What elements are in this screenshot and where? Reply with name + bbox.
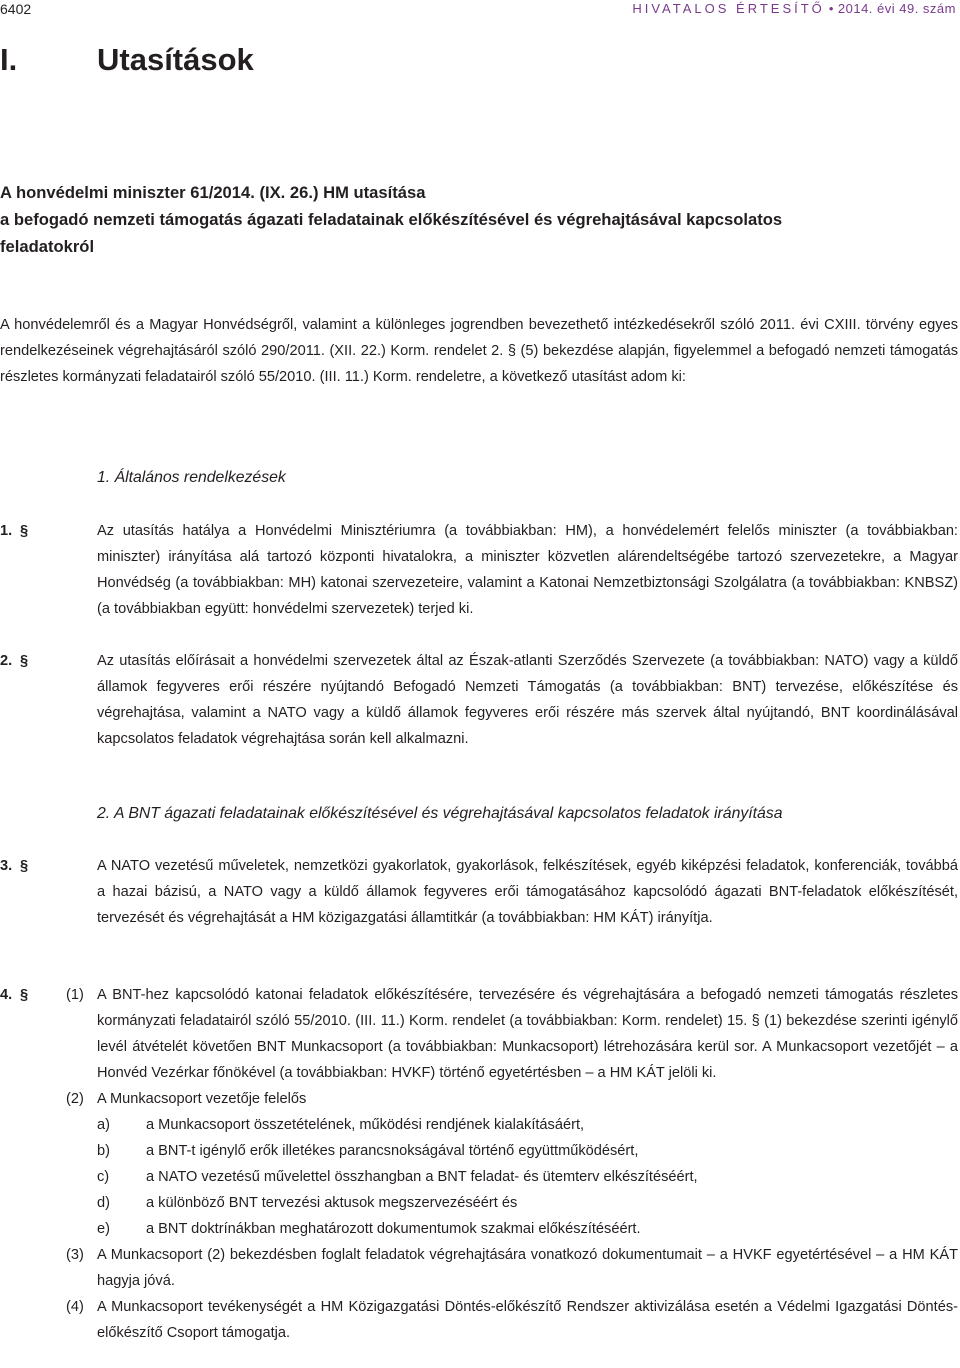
list-item-label: c) (97, 1169, 110, 1185)
paragraph-number: 4. (0, 987, 13, 1003)
section-sign: § (20, 987, 29, 1003)
subsection-text: A Munkacsoport vezetője felelős (97, 1091, 307, 1107)
paragraph-text: Az utasítás előírásait a honvédelmi szervezetek által az Észak-atlanti Szerződés Szervezete (a továbbiakban: NATO) vagy a küldő államok fegyveres erői részére nyújtandó Befogadó Nemzeti Támogatás (a továbbiakban: BNT) tervezése, előkészítése és végrehajtása, valamint a NATO vagy a küldő államok fegyveres erői részére más szervek által nyújtandó, BNT koordinálásával kapcsolatos feladatok végrehajtása során kell alkalmazni. (97, 653, 958, 747)
list-item-text: a különböző BNT tervezési aktusok megszervezéséért és (146, 1195, 518, 1211)
subsection (0, 1242, 958, 1294)
paragraph-text: Az utasítás hatálya a Honvédelmi Minisztériumra (a továbbiakban: HM), a honvédelemért felelős miniszter (a továbbiakban: miniszter) irányítása alá tartozó központi hivatalokra, a miniszter közvetlen alárendeltségébe tartozó szervezetekre, a Magyar Honvédség (a továbbiakban: MH) katonai szervezeteire, valamint a Katonai Nemzetbiztonsági Szolgálatra (a továbbiakban: KNBSZ) (a továbbiakban együtt: honvédelmi szervezetek) terjed ki. (97, 523, 958, 617)
list-item-label: e) (97, 1221, 110, 1237)
subsection (0, 982, 958, 1086)
paragraph-number: 3. (0, 858, 13, 874)
list-item (0, 1190, 958, 1216)
running-header (632, 0, 956, 18)
paragraph-1 (0, 518, 958, 622)
list-item-label: d) (97, 1195, 110, 1211)
page-number: 6402 (0, 1, 32, 17)
document-title-line: a befogadó nemzeti támogatás ágazati feladatainak előkészítésével és végrehajtásával kapcsolatos (0, 210, 783, 229)
list-item-text: a Munkacsoport összetételének, működési rendjének kialakításáért, (146, 1117, 585, 1133)
journal-name: HIVATALOS ÉRTESÍTŐ (632, 1, 825, 16)
document-title (0, 179, 958, 260)
paragraph-number: 1. (0, 523, 13, 539)
section-sign: § (20, 653, 29, 669)
subsection (0, 1294, 958, 1346)
subsection-text: A Munkacsoport tevékenységét a HM Közigazgatási Döntés-előkészítő Rendszer aktivizálása esetén a Védelmi Igazgatási Döntés-előkészítő Csoport támogatja. (97, 1299, 958, 1341)
preamble: A honvédelemről és a Magyar Honvédségről, valamint a különleges jogrendben bevezethető intézkedésekről szóló 2011. évi CXIII. törvény egyes rendelkezéseinek végrehajtásáról szóló 290/2011. (XII. 22.) Korm. rendelet 2. § (5) bekezdése alapján, figyelemmel a befogadó nemzeti támogatás részletes kormányzati feladatairól szóló 55/2010. (III. 11.) Korm. rendeletre, a következő utasítást adom ki: (0, 317, 958, 385)
list-item-label: b) (97, 1143, 110, 1159)
list-item-text: a BNT doktrínákban meghatározott dokumentumok szakmai előkészítéséért. (146, 1221, 641, 1237)
subsection-number: (2) (66, 1091, 84, 1107)
paragraph-3 (0, 853, 958, 931)
section-sign: § (20, 523, 29, 539)
paragraph-4 (0, 982, 958, 1346)
part-number: I. (0, 42, 18, 77)
section-heading: 1. Általános rendelkezések (97, 469, 286, 486)
subsection-text: A BNT-hez kapcsolódó katonai feladatok előkészítésére, tervezésére és végrehajtására a befogadó nemzeti támogatás részletes kormányzati feladatairól szóló 55/2010. (III. 11.) Korm. rendelet (a továbbiakban: Korm. rendelet) 15. § (1) bekezdése szerinti igénylő levél átvételét követően BNT Munkacsoport (a továbbiakban: Munkacsoport) létrehozására kerül sor. A Munkacsoport vezetőjét – a Honvéd Vezérkar főnökével (a továbbiakban: HVKF) történő egyetértésben – a HM KÁT jelöli ki. (97, 987, 958, 1081)
subsection-number: (4) (66, 1299, 84, 1315)
list-item (0, 1138, 958, 1164)
subsection-text: A Munkacsoport (2) bekezdésben foglalt feladatok végrehajtására vonatkozó dokumentumait – a HVKF egyetértésével – a HM KÁT hagyja jóvá. (97, 1247, 958, 1289)
part-title: Utasítások (97, 42, 254, 77)
paragraph-2 (0, 648, 958, 752)
section-heading: 2. A BNT ágazati feladatainak előkészítésével és végrehajtásával kapcsolatos feladatok irányítása (97, 805, 783, 822)
list-item (0, 1216, 958, 1242)
document-title-line: feladatokról (0, 237, 95, 256)
paragraph-number: 2. (0, 653, 13, 669)
list-item (0, 1164, 958, 1190)
subsection-number: (1) (66, 987, 84, 1003)
list-item-text: a NATO vezetésű művelettel összhangban a BNT feladat- és ütemterv elkészítéséért, (146, 1169, 698, 1185)
section-sign: § (20, 858, 29, 874)
list-item (0, 1112, 958, 1138)
list-item-label: a) (97, 1117, 110, 1133)
document-title-line: A honvédelmi miniszter 61/2014. (IX. 26.) HM utasítása (0, 183, 426, 202)
subsection-number: (3) (66, 1247, 84, 1263)
subsection (0, 1086, 958, 1112)
header-separator: • (828, 1, 834, 16)
list-item-text: a BNT-t igénylő erők illetékes parancsnokságával történő együttműködésért, (146, 1143, 639, 1159)
paragraph-text: A NATO vezetésű műveletek, nemzetközi gyakorlatok, gyakorlások, felkészítések, egyéb kiképzési feladatok, konferenciák, továbbá a hazai bázisú, a NATO vagy a küldő államok fegyveres erői támogatásához kapcsolódó ágazati BNT-feladatok előkészítését, tervezését és végrehajtását a HM közigazgatási államtitkár (a továbbiakban: HM KÁT) irányítja. (97, 858, 958, 926)
issue-info: 2014. évi 49. szám (837, 1, 956, 16)
